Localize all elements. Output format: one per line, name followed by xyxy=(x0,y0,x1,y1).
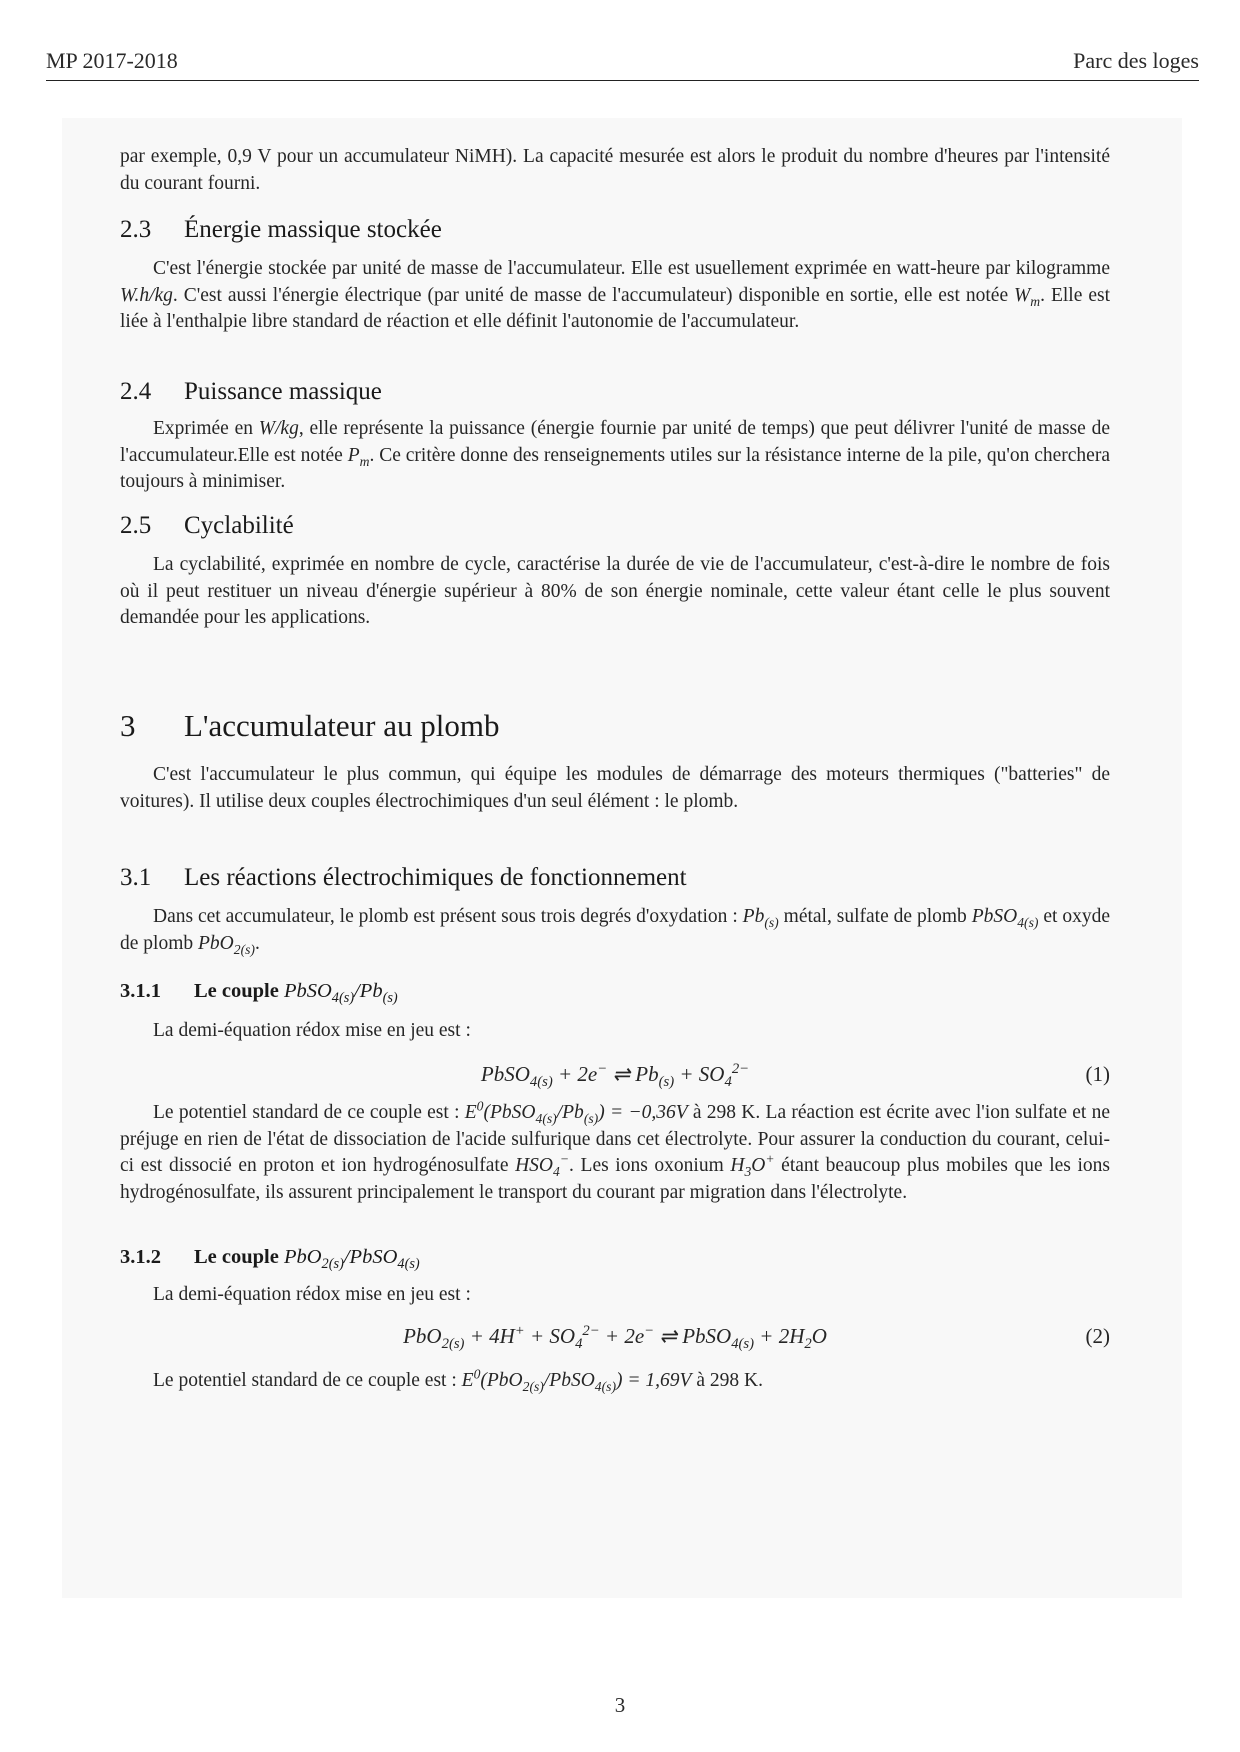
text: à 298 K. La réaction est écrite avec l'ion sulfate et ne préjuge en rien de l'état de dissociation de l'acide sulfurique dans cet électrolyte. Pour assurer la conduction du courant, celui-ci est dissocié en proton et ion hydrogénosulfate xyxy=(120,1102,1110,1176)
equation-1-formula: PbSO$_{4(s)}$ + 2e− ⇌ $Pb_{(s)} + SO_4^{2-}$ xyxy=(480,1061,750,1091)
formula-pb: $Pb_{(s)}$ xyxy=(742,906,779,930)
section-heading-2-5 xyxy=(120,512,1110,540)
text: . Les ions oxonium xyxy=(569,1155,731,1176)
symbol: $P_m$ xyxy=(347,444,370,469)
subsection-heading-3-1-1 xyxy=(120,980,1110,1007)
text: . xyxy=(254,932,260,954)
section-number: 2.3 xyxy=(120,216,152,243)
formula-e0-2: $E^0(PbO_{2(s)}/PbSO_{4(s)})$ xyxy=(461,1366,623,1394)
paragraph-potentiel-1 xyxy=(120,1100,1110,1206)
subsection-number: 3.1.2 xyxy=(120,1246,161,1268)
text: Dans cet accumulateur, le plomb est présent sous trois degrés d'oxydation : xyxy=(153,906,743,927)
page-number: 3 xyxy=(614,1693,626,1717)
equation-2 xyxy=(120,1324,1110,1354)
subsection-number: 3.1.1 xyxy=(120,980,161,1002)
subsection-title: Le couple xyxy=(194,1246,279,1268)
section-title: Puissance massique xyxy=(184,378,382,405)
subsection-title: Le couple xyxy=(194,980,279,1002)
header-course: MP 2017-2018 xyxy=(46,48,178,73)
text: Exprimée en xyxy=(153,418,259,439)
section-title: Énergie massique stockée xyxy=(184,216,442,243)
text: à 298 K. xyxy=(691,1370,763,1391)
paragraph-potentiel-2 xyxy=(120,1368,1110,1395)
header-school: Parc des loges xyxy=(1073,48,1199,73)
potential-value: = 1,69V xyxy=(627,1370,692,1391)
section-number: 2.4 xyxy=(120,378,152,405)
equation-1 xyxy=(120,1062,1110,1092)
chapter-heading-3 xyxy=(120,708,1110,744)
unit: W/kg xyxy=(258,418,299,439)
equation-2-formula: $PbO_{2(s)} + 4H^+ + SO_4^{2-} + 2e^-$ ⇌ PbSO$_{4(s)}$ + $2H_2O$ xyxy=(403,1323,827,1353)
page-content xyxy=(62,118,1182,1598)
text: . C'est aussi l'énergie électrique (par unité de masse de l'accumulateur) disponible en sortie, elle est notée xyxy=(172,284,1015,306)
paragraph-cyclabilite: La cyclabilité, exprimée en nombre de cycle, caractérise la durée de vie de l'accumulateur, c'est-à-dire le nombre de fois où il peut restituer un niveau d'énergie supérieur à 80% de son énergie nominale, cette valeur étant celle le plus souvent demandée pour les applications. xyxy=(120,554,1110,628)
subsection-heading-3-1-2 xyxy=(120,1246,1110,1273)
chapter-title: L'accumulateur au plomb xyxy=(184,708,500,743)
page-header xyxy=(46,46,1199,81)
symbol: $W_m$ xyxy=(1014,284,1041,309)
equation-intro-2: La demi-équation rédox mise en jeu est : xyxy=(153,1284,471,1305)
paragraph-reactions xyxy=(120,904,1110,957)
subsection-formula: PbO$_{2(s)}$/PbSO$_{4(s)}$ xyxy=(283,1246,420,1273)
formula-h3o: $H_3O^+$ xyxy=(730,1151,775,1179)
intro-paragraph: par exemple, 0,9 V pour un accumulateur NiMH). La capacité mesurée est alors le produit du nombre d'heures par l'intensité du courant fourni. xyxy=(120,146,1110,194)
text: C'est l'énergie stockée par unité de masse de l'accumulateur. Elle est usuellement exprimée en watt-heure par kilogramme xyxy=(153,258,1110,279)
section-heading-2-4 xyxy=(120,378,1110,406)
formula-pbo2: PbO$_{2(s)}$ xyxy=(198,932,255,957)
equation-2-number: (2) xyxy=(1085,1324,1110,1348)
chapter-number: 3 xyxy=(120,708,136,743)
formula-e0-1: $E^0(PbSO_{4(s)}/Pb_{(s)})$ xyxy=(464,1098,605,1126)
section-title: Les réactions électrochimiques de fonctionnement xyxy=(184,864,687,891)
formula-pbso4: PbSO$_{4(s)}$ xyxy=(971,906,1039,930)
subsection-formula: $PbSO_{4(s)}/Pb_{(s)}$ xyxy=(283,980,398,1007)
text: et oxyde de plomb xyxy=(120,906,1110,954)
text: Le potentiel standard de ce couple est : xyxy=(153,1370,462,1391)
formula-hso4: $HSO_4^-$ xyxy=(515,1151,570,1179)
paragraph-energie-massique xyxy=(120,256,1110,336)
text: Le potentiel standard de ce couple est : xyxy=(153,1102,465,1123)
section-title: Cyclabilité xyxy=(184,512,294,539)
equation-1-number: (1) xyxy=(1085,1062,1110,1086)
paragraph-accumulateur-plomb: C'est l'accumulateur le plus commun, qui équipe les modules de démarrage des moteurs thermiques ("batteries" de voitures). Il utilise deux couples électrochimiques d'un seul élément : le plomb. xyxy=(120,764,1110,812)
section-heading-3-1 xyxy=(120,864,1110,892)
text: , elle représente la puissance (énergie fournie par unité de temps) que peut délivrer l'unité de masse de l'accumulateur.Elle est notée xyxy=(120,418,1110,466)
section-heading-2-3 xyxy=(120,216,1110,244)
potential-value: = −0,36V xyxy=(609,1102,688,1123)
text: . Elle est liée à l'enthalpie libre standard de réaction et elle définit l'autonomie de l'accumulateur. xyxy=(120,284,1110,332)
section-number: 2.5 xyxy=(120,512,152,539)
text: métal, sulfate de plomb xyxy=(778,906,972,927)
section-number: 3.1 xyxy=(120,864,152,891)
text: étant beaucoup plus mobiles que les ions hydrogénosulfate, ils assurent principalement le transport du courant par migration dans l'électrolyte. xyxy=(120,1155,1110,1203)
paragraph-puissance-massique xyxy=(120,416,1110,496)
text: . Ce critère donne des renseignements utiles sur la résistance interne de la pile, qu'on cherchera toujours à minimiser. xyxy=(120,444,1110,492)
unit: W.h/kg xyxy=(120,284,173,306)
equation-intro-1: La demi-équation rédox mise en jeu est : xyxy=(153,1020,471,1041)
